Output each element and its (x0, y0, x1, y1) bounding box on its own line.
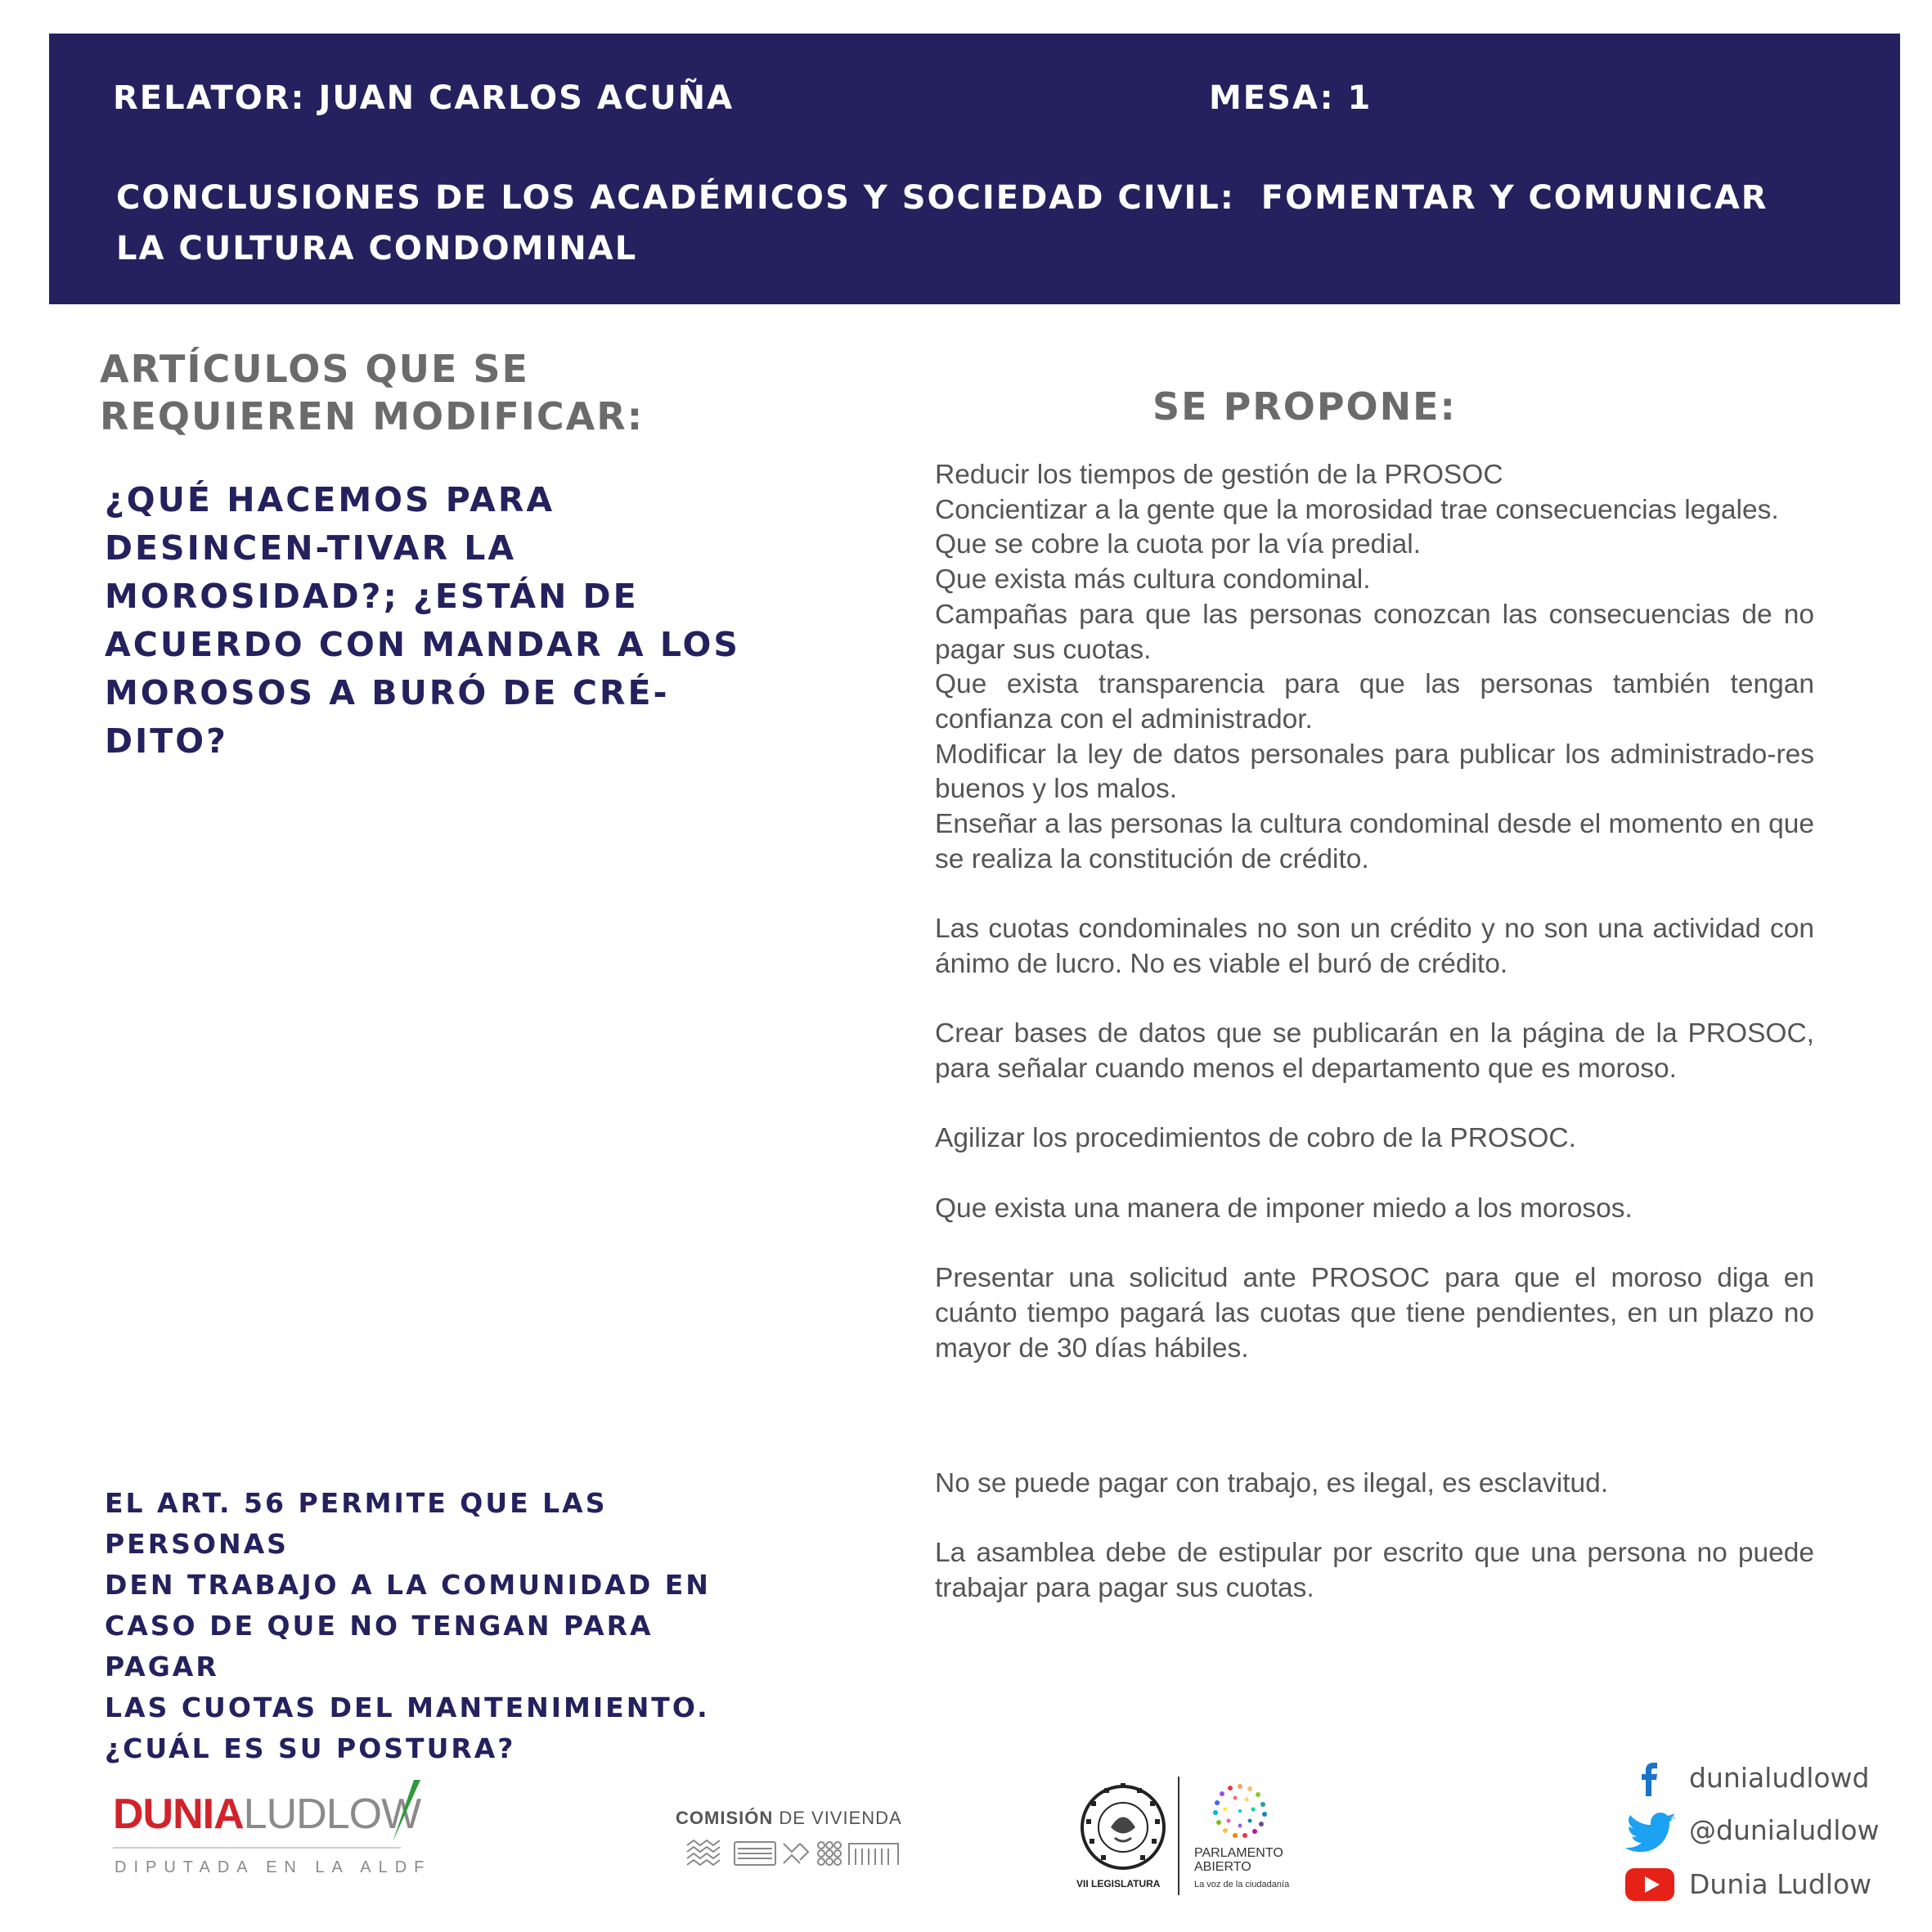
question-art-56 (105, 1483, 775, 1769)
question-art-56-line: EL ART. 56 PERMITE QUE LAS PERSONAS (105, 1487, 608, 1560)
aldf-seal-icon (1078, 1777, 1168, 1891)
proposal-item: Reducir los tiempos de gestión de la PROSOC (935, 460, 1503, 490)
social-facebook[interactable] (1624, 1759, 1932, 1799)
divider (113, 1847, 401, 1849)
social-youtube[interactable] (1624, 1865, 1932, 1906)
dunia-ludlow-logo (113, 1790, 432, 1888)
proposal-item: Que exista más cultura condominal. (935, 564, 1371, 595)
divider (1178, 1777, 1179, 1895)
proposal-paragraph: Agilizar los procedimientos de cobro de la PROSOC. (935, 1123, 1576, 1154)
social-twitter[interactable] (1624, 1811, 1932, 1852)
youtube-icon (1624, 1865, 1678, 1903)
facebook-icon (1624, 1759, 1673, 1798)
proposal-paragraph: Las cuotas condominales no son un crédito y no son una actividad con ánimo de lucro. No es viable el buró de crédito. (935, 914, 1814, 979)
dunia-logo-text (113, 1790, 420, 1839)
housing-icons (685, 1839, 914, 1868)
comision-title-bold: COMISIÓN (676, 1808, 774, 1828)
header-banner (49, 34, 1900, 304)
proposal-paragraph: No se puede pagar con trabajo, es ilegal, es esclavitud. (935, 1468, 1609, 1498)
question-art-56-line: ¿CUÁL ES SU POSTURA? (105, 1732, 516, 1764)
relator-label: RELATOR: JUAN CARLOS ACUÑA (113, 79, 735, 117)
dunia-logo-first: DUNIA (113, 1790, 244, 1838)
proposal-paragraph: La asamblea debe de estipular por escrito que una persona no puede trabajar para pagar sus cuotas. (935, 1538, 1814, 1604)
articles-title (100, 345, 721, 440)
dunia-subtitle: DIPUTADA EN LA ALDF (115, 1858, 432, 1876)
proposal-item: Concientizar a la gente que la morosidad trae consecuencias legales. (935, 494, 1779, 525)
proposal-item: Campañas para que las personas conozcan las consecuencias de no pagar sus cuotas. (935, 599, 1814, 665)
question-morosidad: ¿QUÉ HACEMOS PARA DESINCEN-TIVAR LA MOROSIDAD?; ¿ESTÁN DE ACUERDO CON MANDAR A LOS MOROSOS A BURÓ DE CRÉ-DITO? (105, 480, 740, 761)
proposal-item: Enseñar a las personas la cultura condominal desde el momento en que se realiza la constitución de crédito. (935, 809, 1814, 874)
question-art-56-line: DEN TRABAJO A LA COMUNIDAD EN (105, 1569, 711, 1601)
comision-vivienda-logo (676, 1808, 929, 1873)
proposal-title: SE PROPONE: (1152, 384, 1457, 429)
question-art-56-line: LAS CUOTAS DEL MANTENIMIENTO. (105, 1692, 710, 1723)
parlamento-abierto-text (1194, 1846, 1283, 1874)
aldf-legislatura: VII LEGISLATURA (1076, 1878, 1161, 1889)
facebook-handle: dunialudlowd (1689, 1762, 1870, 1794)
checkmark-icon (391, 1778, 424, 1844)
proposal-item: Modificar la ley de datos personales para publicar los administrado-res buenos y los malos. (935, 739, 1814, 805)
comision-title-rest: DE VIVIENDA (773, 1808, 902, 1828)
parlamento-tagline: La voz de la ciudadanía (1194, 1880, 1290, 1889)
proposals-block-1 (935, 458, 1814, 1366)
dunia-logo-last: LUDLOW (243, 1790, 421, 1838)
twitter-icon (1624, 1811, 1681, 1852)
proposal-item: Que exista transparencia para que las personas también tengan confianza con el administrador. (935, 669, 1814, 735)
question-art-56-line: CASO DE QUE NO TENGAN PARA PAGAR (105, 1610, 654, 1683)
twitter-handle: @dunialudlow (1689, 1814, 1880, 1846)
proposal-paragraph: Presentar una solicitud ante PROSOC para que el moroso diga en cuánto tiempo pagará las cuotas que tiene pendientes, en un plazo no mayor de 30 días hábiles. (935, 1263, 1814, 1364)
proposal-item: Que se cobre la cuota por la vía predial. (935, 529, 1422, 560)
proposal-paragraph: Que exista una manera de imponer miedo a los morosos. (935, 1193, 1633, 1224)
proposal-paragraph: Crear bases de datos que se publicarán en la página de la PROSOC, para señalar cuando menos el departamento que es moroso. (935, 1018, 1814, 1084)
parlamento-line-2: ABIERTO (1194, 1860, 1251, 1874)
articles-title-line-2: REQUIEREN MODIFICAR: (100, 394, 645, 438)
comision-title (676, 1808, 929, 1829)
proposals-block-2 (935, 1467, 1814, 1606)
youtube-channel: Dunia Ludlow (1689, 1868, 1872, 1900)
parlamento-line-1: PARLAMENTO (1194, 1846, 1283, 1860)
conclusions-line-2: LA CULTURA CONDOMINAL (116, 230, 638, 267)
conclusions-title (116, 173, 1768, 274)
mesa-label: MESA: 1 (1209, 79, 1373, 117)
conclusions-line-1: CONCLUSIONES DE LOS ACADÉMICOS Y SOCIEDAD CIVIL: FOMENTAR Y COMUNICAR (116, 179, 1768, 217)
articles-title-line-1: ARTÍCULOS QUE SE (100, 347, 529, 391)
